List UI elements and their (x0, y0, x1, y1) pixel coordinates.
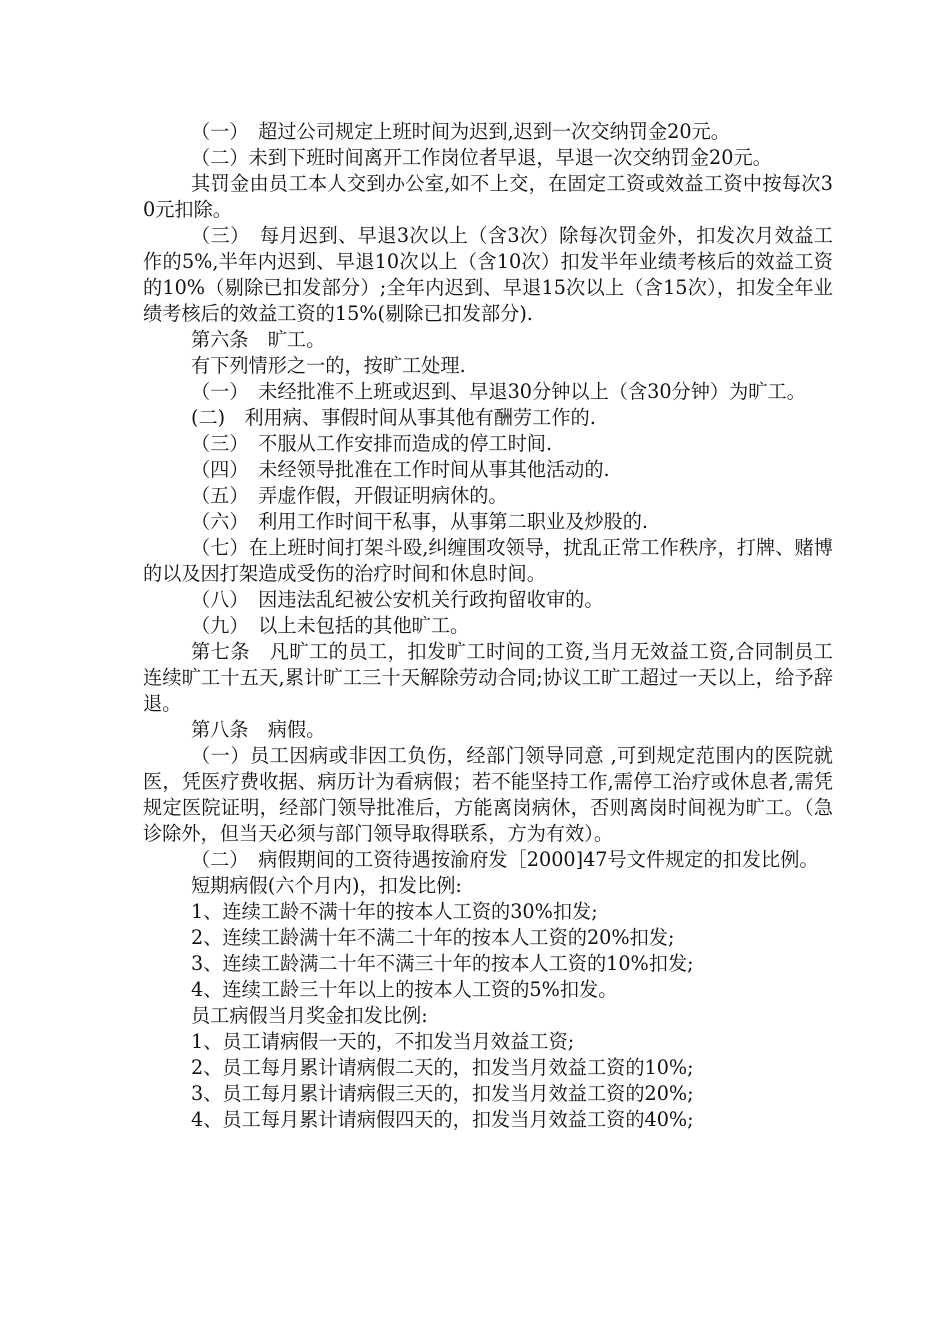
list-item: 4、连续工龄三十年以上的按本人工资的5%扣发。 (191, 978, 618, 1001)
paragraph: 员工病假当月奖金扣发比例: (191, 1004, 428, 1027)
article-heading: 第八条 病假。 (191, 718, 326, 741)
paragraph: （五） 弄虚作假，开假证明病休的。 (191, 484, 508, 507)
paragraph: （六） 利用工作时间干私事，从事第二职业及炒股的. (191, 510, 648, 533)
list-item: 3、连续工龄满二十年不满三十年的按本人工资的10%扣发; (191, 952, 694, 975)
list-item: 2、连续工龄满十年不满二十年的按本人工资的20%扣发; (191, 926, 675, 949)
paragraph: （一） 未经批准不上班或迟到、早退30分钟以上（含30分钟）为旷工。 (191, 380, 806, 403)
paragraph: （一）员工因病或非因工负伤，经部门领导同意 ,可到规定范围内的医院就医，凭医疗费收据、病历计为看病假；若不能坚持工作,需停工治疗或休息者,需凭规定医院证明，经部门领导批准后，方能离岗病休，否则离岗时间视为旷工。（急诊除外，但当天必须与部门领导取得联系，方为有效）。 (143, 744, 833, 845)
article-heading: 第七条 凡旷工的员工，扣发旷工时间的工资,当月无效益工资,合同制员工连续旷工十五天,累计旷工三十天解除劳动合同;协议工旷工超过一天以上，给予辞退。 (143, 640, 833, 715)
article-heading: 第六条 旷工。 (191, 328, 326, 351)
paragraph: 有下列情形之一的，按旷工处理. (191, 354, 466, 377)
paragraph: （一） 超过公司规定上班时间为迟到,迟到一次交纳罚金20元。 (191, 120, 730, 143)
list-item: 3、员工每月累计请病假三天的，扣发当月效益工资的20%; (191, 1082, 694, 1105)
paragraph: （九） 以上未包括的其他旷工。 (191, 614, 470, 637)
paragraph: 其罚金由员工本人交到办公室,如不上交，在固定工资或效益工资中按每次30元扣除。 (143, 172, 833, 221)
paragraph: （四） 未经领导批准在工作时间从事其他活动的. (191, 458, 610, 481)
paragraph: （三） 不服从工作安排而造成的停工时间. (191, 432, 553, 455)
list-item: 4、员工每月累计请病假四天的，扣发当月效益工资的40%; (191, 1108, 694, 1131)
paragraph: （七）在上班时间打架斗殴,纠缠围攻领导，扰乱正常工作秩序，打牌、赌博的以及因打架造成受伤的治疗时间和休息时间。 (143, 536, 833, 585)
paragraph: (二) 利用病、事假时间从事其他有酬劳工作的. (191, 406, 596, 429)
paragraph: （三） 每月迟到、早退3次以上（含3次）除每次罚金外，扣发次月效益工作的5%,半年内迟到、早退10次以上（含10次）扣发半年业绩考核后的效益工资的10%（剔除已扣发部分）;全年内迟到、早退15次以上（含15次），扣发全年业绩考核后的效益工资的15%(剔除已扣发部分). (143, 224, 833, 325)
paragraph: （二）未到下班时间离开工作岗位者早退，早退一次交纳罚金20元。 (191, 146, 772, 169)
list-item: 1、员工请病假一天的，不扣发当月效益工资; (191, 1030, 575, 1053)
paragraph: （二） 病假期间的工资待遇按渝府发［2000]47号文件规定的扣发比例。 (191, 848, 819, 871)
list-item: 2、员工每月累计请病假二天的，扣发当月效益工资的10%; (191, 1056, 694, 1079)
paragraph: 短期病假(六个月内)，扣发比例: (191, 874, 462, 897)
paragraph: （八） 因违法乱纪被公安机关行政拘留收审的。 (191, 588, 604, 611)
list-item: 1、连续工龄不满十年的按本人工资的30%扣发; (191, 900, 598, 923)
document-page (143, 119, 833, 1133)
